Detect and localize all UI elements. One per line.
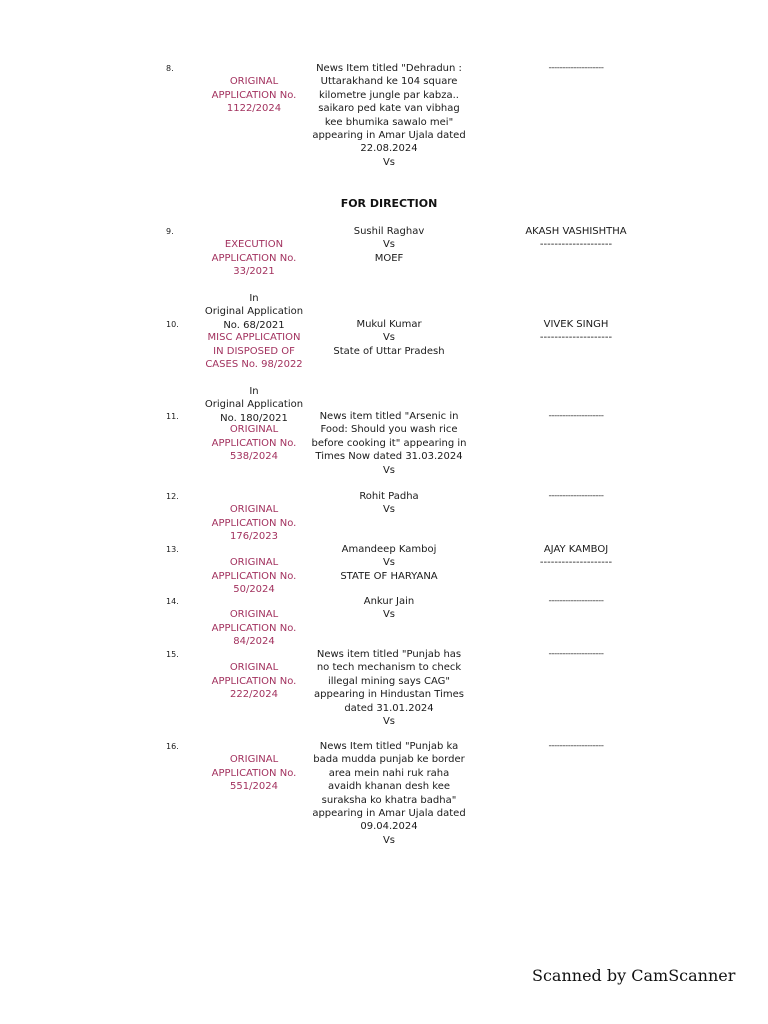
case-title: ORIGINAL APPLICATION No. 538/2024 [211, 424, 297, 463]
case-sub-reference: In Original Application No. 68/2021 [204, 293, 304, 331]
parties: Rohit Padha Vs [359, 491, 419, 516]
case-title: EXECUTION APPLICATION No. 33/2021 [211, 239, 297, 278]
entry-number: 11. [166, 412, 179, 421]
advocate-name: -------------------- [548, 596, 604, 606]
parties: News item titled "Arsenic in Food: Should you wash rice before cooking it" appearing in Times Now dated 31.03.2024 Vs [311, 411, 467, 476]
case-sub-reference: In Original Application No. 180/2021 [204, 386, 304, 424]
case-title: ORIGINAL APPLICATION No. 176/2023 [211, 504, 297, 543]
parties: Ankur Jain Vs [363, 596, 415, 621]
case-number [196, 410, 312, 477]
advocate-name: -------------------- [548, 63, 604, 73]
parties: News Item titled "Punjab ka bada mudda punjab ke border area mein nahi ruk raha avaidh khanan desh kee suraksha ko khatra badha" appearing in Amar Ujala dated 09.04.2024 Vs [312, 741, 466, 846]
advocate-name: -------------------- [548, 741, 604, 751]
entry-number: 13. [166, 545, 179, 554]
entry-number: 10. [166, 320, 179, 329]
parties: News Item titled "Dehradun : Uttarakhand ke 104 square kilometre jungle par kabza.. saikaro ped kate van vibhag kee bhumika sawalo mei" appearing in Amar Ujala dated 22.08.2024 Vs [312, 63, 466, 168]
entry-number: 12. [166, 492, 179, 501]
advocate-name: AKASH VASHISHTHA -------------------- [525, 226, 627, 251]
section-heading: FOR DIRECTION [340, 197, 438, 210]
case-number [196, 62, 312, 129]
case-title: ORIGINAL APPLICATION No. 1122/2024 [211, 76, 297, 115]
parties: News item titled "Punjab has no tech mechanism to check illegal mining says CAG" appearing in Hindustan Times dated 31.01.2024 Vs [314, 649, 464, 728]
parties: Sushil Raghav Vs MOEF [353, 226, 425, 264]
case-title: ORIGINAL APPLICATION No. 551/2024 [211, 754, 297, 793]
entry-number: 8. [166, 64, 174, 73]
parties: Amandeep Kamboj Vs STATE OF HARYANA [340, 544, 438, 582]
advocate-name: AJAY KAMBOJ -------------------- [539, 544, 613, 569]
entry-number: 14. [166, 597, 179, 606]
case-title: ORIGINAL APPLICATION No. 84/2024 [211, 609, 297, 648]
case-title: ORIGINAL APPLICATION No. 222/2024 [211, 662, 297, 701]
case-title: ORIGINAL APPLICATION No. 50/2024 [211, 557, 297, 596]
scanner-watermark: Scanned by CamScanner [532, 966, 736, 985]
case-number [196, 648, 312, 715]
entry-number: 15. [166, 650, 179, 659]
entry-number: 16. [166, 742, 179, 751]
advocate-name: -------------------- [548, 649, 604, 659]
case-title: MISC APPLICATION IN DISPOSED OF CASES No. 98/2022 [205, 332, 303, 371]
advocate-name: -------------------- [548, 411, 604, 421]
entry-number: 9. [166, 227, 174, 236]
advocate-name: VIVEK SINGH -------------------- [539, 319, 613, 344]
case-number [196, 740, 312, 807]
advocate-name: -------------------- [548, 491, 604, 501]
parties: Mukul Kumar Vs State of Uttar Pradesh [333, 319, 445, 357]
